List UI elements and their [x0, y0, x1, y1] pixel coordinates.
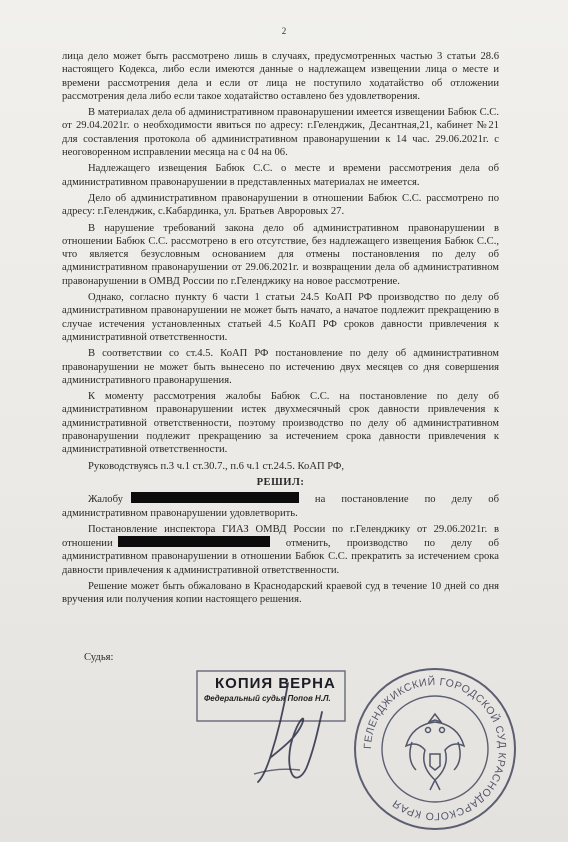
eagle-emblem-icon — [406, 714, 464, 790]
paragraph-continuation: лица дело может быть рассмотрено лишь в случаях, предусмотренных частью 3 статьи 28.6 настоящего Кодекса, либо если имеются данные о надлежащем извещении лица о месте и времени рассмотрения дела и если от лица не поступило ходатайство об отложении рассмотрения дела либо если такое ходатайство оставлено без удовлетворения. — [62, 51, 499, 102]
judge-label: Судья: — [84, 652, 114, 663]
ruling-prefix: в отношении — [62, 523, 499, 550]
stamp-subtitle: Федеральный судья Попов Н.Л. — [204, 694, 331, 703]
ruling-suffix: отменить, производство по делу об административном правонарушении в отношении Бабюк С.С. прекратить за истечением срока давности привлечения к административной ответственности. — [62, 538, 499, 576]
page-number: 2 — [281, 26, 287, 36]
stamp-title: КОПИЯ ВЕРНА — [215, 675, 336, 692]
paragraph-appeal: Решение может быть обжаловано в Краснодарский краевой суд в течение 10 дней со дня вручения или получения копии настоящего решения. — [62, 580, 499, 606]
paragraph-article-24-5: Однако, согласно пункту 6 части 1 статьи 24.5 КоАП РФ производство по делу об административном правонарушении не может быть начато, а начатое подлежит прекращению в случае истечения установленных статьей 4.5 КоАП РФ сроков давности привлечения к административной ответственности. — [62, 292, 499, 343]
paragraph-venue: Дело об административном правонарушении в отношении Бабюк С.С. рассмотрено по адресу: г.Геленджик, с.Кабардинка, ул. Братьев Авроровых 27. — [62, 192, 499, 218]
redacted-name-block — [118, 536, 270, 547]
redacted-name-block — [131, 492, 299, 503]
ruling-line1: Постановление инспектора ГИАЗ ОМВД России по г.Геленджику от 29.06.2021г. — [88, 523, 488, 535]
paragraph-no-notice: Надлежащего извещения Бабюк С.С. о месте и времени рассмотрения дела об административном правонарушении в представленных материалах не имеется. — [62, 163, 499, 188]
complaint-prefix: Жалобу — [88, 494, 123, 506]
seal-ring-text: ГЕЛЕНДЖИКСКИЙ ГОРОДСКОЙ СУД КРАСНОДАРСКОГО КРАЯ — [361, 675, 509, 823]
paragraph-notice: В материалах дела об административном правонарушении имеется извещении Бабюк С.С. от 29.04.2021г. о необходимости явиться по адресу: г.Геленджик, Десантная,21, кабинет №21 для составления протокола об административном правонарушении к 14 час. 29.06.2021г. с неоговоренном исправлении месяца на с 04 на 06. — [62, 107, 499, 159]
paragraph-ruling — [62, 523, 499, 577]
document-body — [62, 50, 499, 610]
complaint-suffix: на постановление по делу об административном правонарушении удовлетворить. — [62, 494, 499, 519]
judge-signature — [248, 678, 348, 788]
paragraph-article-4-5: В соответствии со ст.4.5. КоАП РФ постановление по делу об административном правонарушении не может быть вынесено по истечению двух месяцев со дня совершения административного правонарушения. — [62, 348, 499, 386]
decision-heading: РЕШИЛ: — [256, 476, 305, 488]
court-seal — [350, 664, 520, 834]
paragraph-guided-by: Руководствуясь п.3 ч.1 ст.30.7., п.6 ч.1 ст.24.5. КоАП РФ, — [88, 460, 345, 472]
paragraph-limitation: К моменту рассмотрения жалобы Бабюк С.С. на постановление по делу об административном правонарушении истек двухмесячный срок давности привлечения к административной ответственности, поэтому производство по делу об административном правонарушении подлежит прекращению за истечением срока давности привлечения к административной ответственности. — [62, 391, 499, 456]
paragraph-violation: В нарушение требований закона дело об административном правонарушении в отношении Бабюк С.С. рассмотрено в его отсутствие, без надлежащего извещения Бабюк С.С., что является безусловным основанием для отмены постановления по делу об административном правонарушении от 29.06.2021г. и возвращении дела об административном правонарушении в ОМВД России по г.Геленджику на новое рассмотрение. — [62, 222, 499, 287]
paragraph-complaint — [62, 492, 499, 520]
svg-text:ГЕЛЕНДЖИКСКИЙ ГОРОДСКОЙ СУД КР — [362, 675, 508, 822]
